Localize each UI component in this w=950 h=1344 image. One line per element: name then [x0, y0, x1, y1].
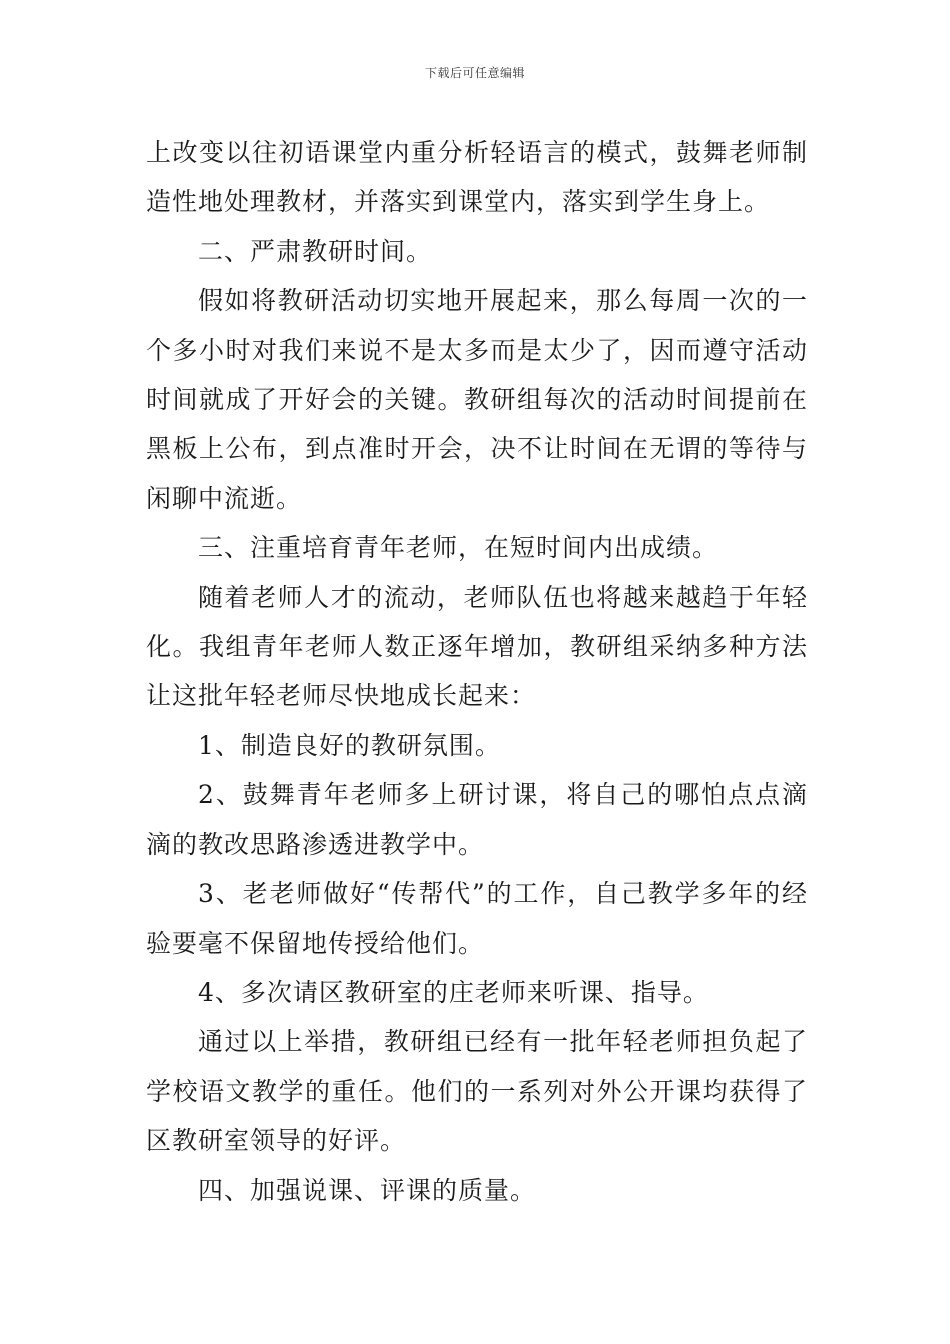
list-item-4: 4、多次请区教研室的庄老师来听课、指导。 — [198, 977, 709, 1007]
paragraph-3: 假如将教研活动切实地开展起来，那么每周一次的一个多小时对我们来说不是太多而是太少了，因而遵守活动时间就成了开好会的关键。教研组每次的活动时间提前在黑板上公布，到点准时开会，决不让时间在无谓的等待与闲聊中流逝。 — [146, 286, 808, 513]
section-heading-4: 四、加强说课、评课的质量。 — [198, 1175, 537, 1205]
paragraph-1: 上改变以往初语课堂内重分析轻语言的模式，鼓舞老师制造性地处理教材，并落实到课堂内，落实到学生身上。 — [146, 138, 808, 217]
section-heading-3: 三、注重培育青年老师，在短时间内出成绩。 — [198, 533, 719, 563]
document-body — [146, 128, 808, 1215]
paragraph-10: 通过以上举措，教研组已经有一批年轻老师担负起了学校语文教学的重任。他们的一系列对外公开课均获得了区教研室领导的好评。 — [146, 1027, 808, 1156]
list-item-3: 3、老老师做好“传帮代”的工作，自己教学多年的经验要毫不保留地传授给他们。 — [146, 879, 808, 958]
list-item-1: 1、制造良好的教研氛围。 — [198, 730, 501, 760]
section-heading-2: 二、严肃教研时间。 — [198, 236, 433, 266]
list-item-2: 2、鼓舞青年老师多上研讨课，将自己的哪怕点点滴滴的教改思路渗透进教学中。 — [146, 780, 808, 859]
paragraph-5: 随着老师人才的流动，老师队伍也将越来越趋于年轻化。我组青年老师人数正逐年增加，教研组采纳多种方法让这批年轻老师尽快地成长起来： — [146, 582, 808, 711]
page-header-note: 下载后可任意编辑 — [424, 66, 525, 80]
